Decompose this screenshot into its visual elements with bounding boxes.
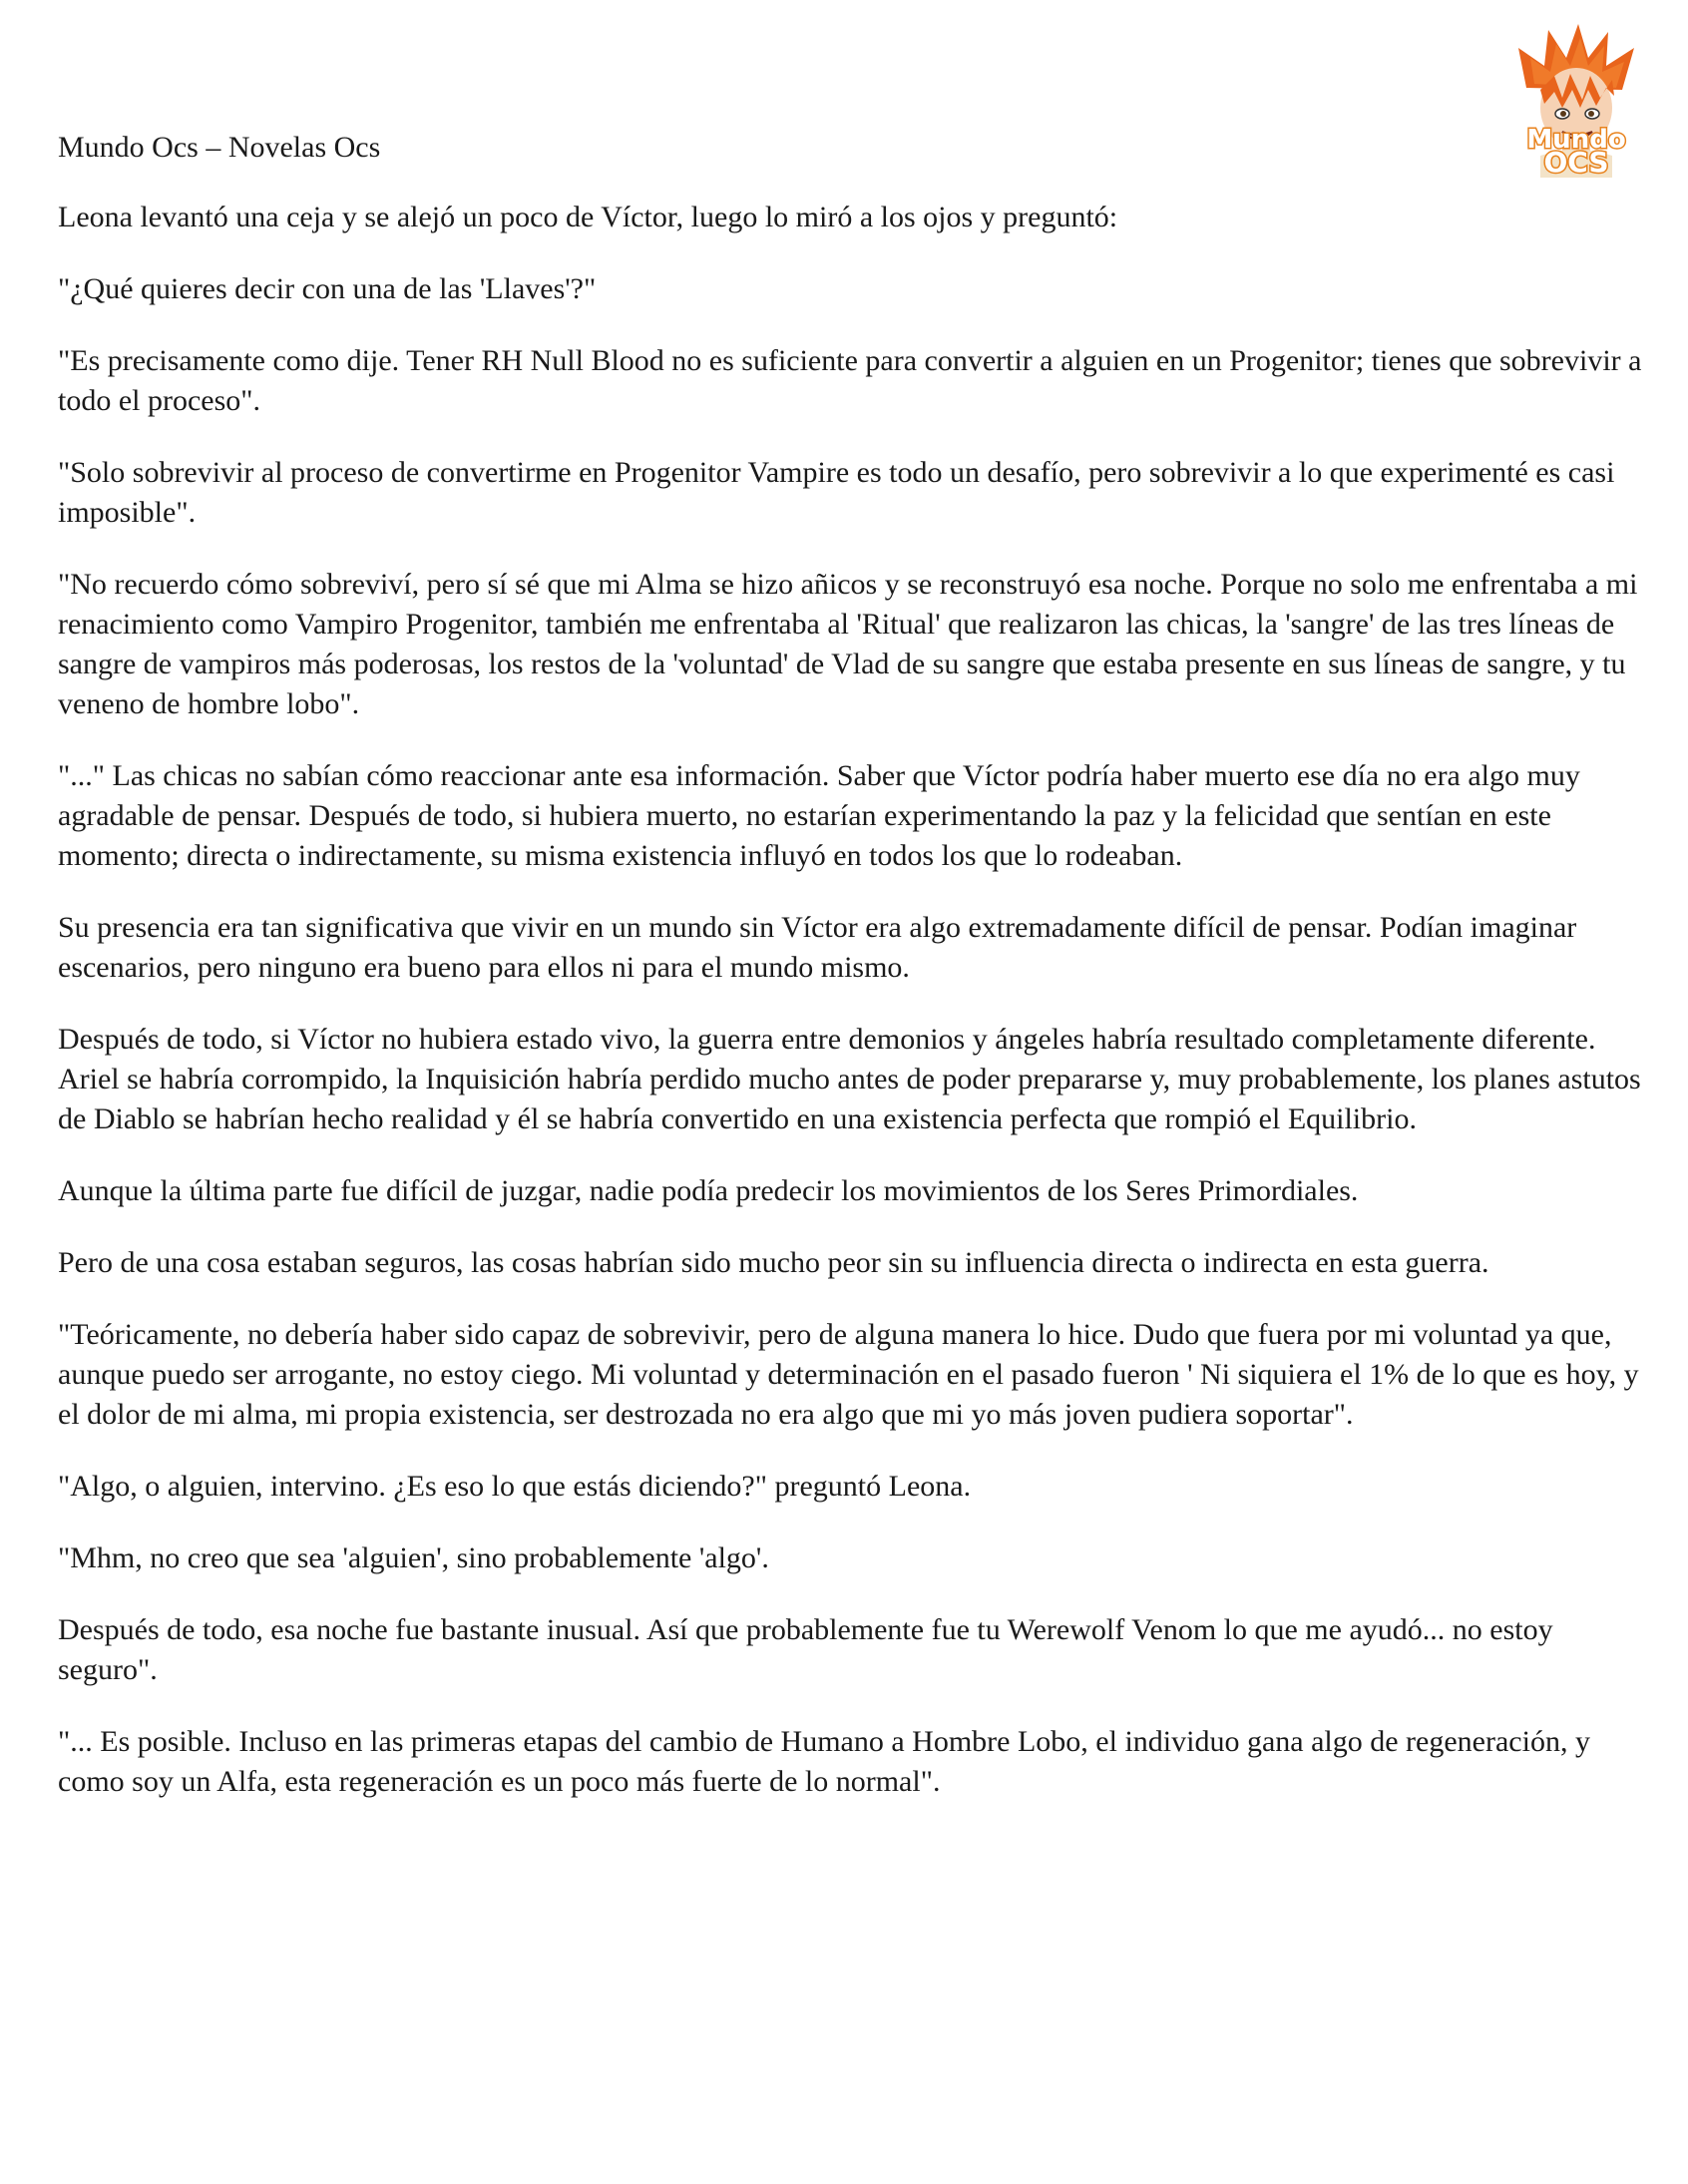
paragraph: "..." Las chicas no sabían cómo reaccionar ante esa información. Saber que Víctor podría haber muerto ese día no era algo muy agradable de pensar. Después de todo, si hubiera muerto, no estarían experimentando la paz y la felicidad que sentían en este momento; directa o indirectamente, su misma existencia influyó en todos los que lo rodeaban. <box>58 759 1580 872</box>
svg-text:Mundo: Mundo <box>1526 125 1626 155</box>
paragraph: "Teóricamente, no debería haber sido capaz de sobrevivir, pero de alguna manera lo hice. Dudo que fuera por mi voluntad ya que, aunque puedo ser arrogante, no estoy ciego. Mi voluntad y determinación en el pasado fueron ' Ni siquiera el 1% de lo que es hoy, y el dolor de mi alma, mi propia existencia, ser destrozada no era algo que mi yo más joven pudiera soportar". <box>58 1318 1639 1431</box>
paragraph: "Algo, o alguien, intervino. ¿Es eso lo que estás diciendo?" preguntó Leona. <box>58 1470 972 1503</box>
paragraph: Pero de una cosa estaban seguros, las cosas habrían sido mucho peor sin su influencia directa o indirecta en esta guerra. <box>58 1246 1489 1279</box>
novel-text-body <box>58 198 1644 1834</box>
paragraph: "Es precisamente como dije. Tener RH Null Blood no es suficiente para convertir a alguien en un Progenitor; tienes que sobrevivir a todo el proceso". <box>58 344 1642 417</box>
paragraph: "No recuerdo cómo sobreviví, pero sí sé que mi Alma se hizo añicos y se reconstruyó esa noche. Porque no solo me enfrentaba a mi renacimiento como Vampiro Progenitor, también me enfrentaba al 'Ritual' que realizaron las chicas, la 'sangre' de las tres líneas de sangre de vampiros más poderosas, los restos de la 'voluntad' de Vlad de su sangre que estaba presente en sus líneas de sangre, y tu veneno de hombre lobo". <box>58 568 1638 720</box>
site-header-title: Mundo Ocs – Novelas Ocs <box>58 131 381 164</box>
paragraph: "Mhm, no creo que sea 'alguien', sino probablemente 'algo'. <box>58 1541 769 1574</box>
paragraph: "... Es posible. Incluso en las primeras etapas del cambio de Humano a Hombre Lobo, el individuo gana algo de regeneración, y como soy un Alfa, esta regeneración es un poco más fuerte de lo normal". <box>58 1725 1590 1798</box>
paragraph: Después de todo, esa noche fue bastante inusual. Así que probablemente fue tu Werewolf Venom lo que me ayudó... no estoy seguro". <box>58 1613 1553 1686</box>
paragraph: Después de todo, si Víctor no hubiera estado vivo, la guerra entre demonios y ángeles habría resultado completamente diferente. Ariel se habría corrompido, la Inquisición habría perdido mucho antes de poder prepararse y, muy probablemente, los planes astutos de Diablo se habrían hecho realidad y él se habría convertido en una existencia perfecta que rompió el Equilibrio. <box>58 1023 1641 1135</box>
paragraph: Su presencia era tan significativa que vivir en un mundo sin Víctor era algo extremadamente difícil de pensar. Podían imaginar escenarios, pero ninguno era bueno para ellos ni para el mundo mismo. <box>58 911 1577 984</box>
anime-character-logo-icon <box>1496 18 1656 178</box>
paragraph: Leona levantó una ceja y se alejó un poco de Víctor, luego lo miró a los ojos y preguntó: <box>58 201 1118 233</box>
paragraph: "Solo sobrevivir al proceso de convertirme en Progenitor Vampire es todo un desafío, pero sobrevivir a lo que experimenté es casi imposible". <box>58 456 1615 529</box>
paragraph: "¿Qué quieres decir con una de las 'Llaves'?" <box>58 272 597 305</box>
svg-text:OCS: OCS <box>1543 146 1609 178</box>
paragraph: Aunque la última parte fue difícil de juzgar, nadie podía predecir los movimientos de los Seres Primordiales. <box>58 1174 1359 1207</box>
